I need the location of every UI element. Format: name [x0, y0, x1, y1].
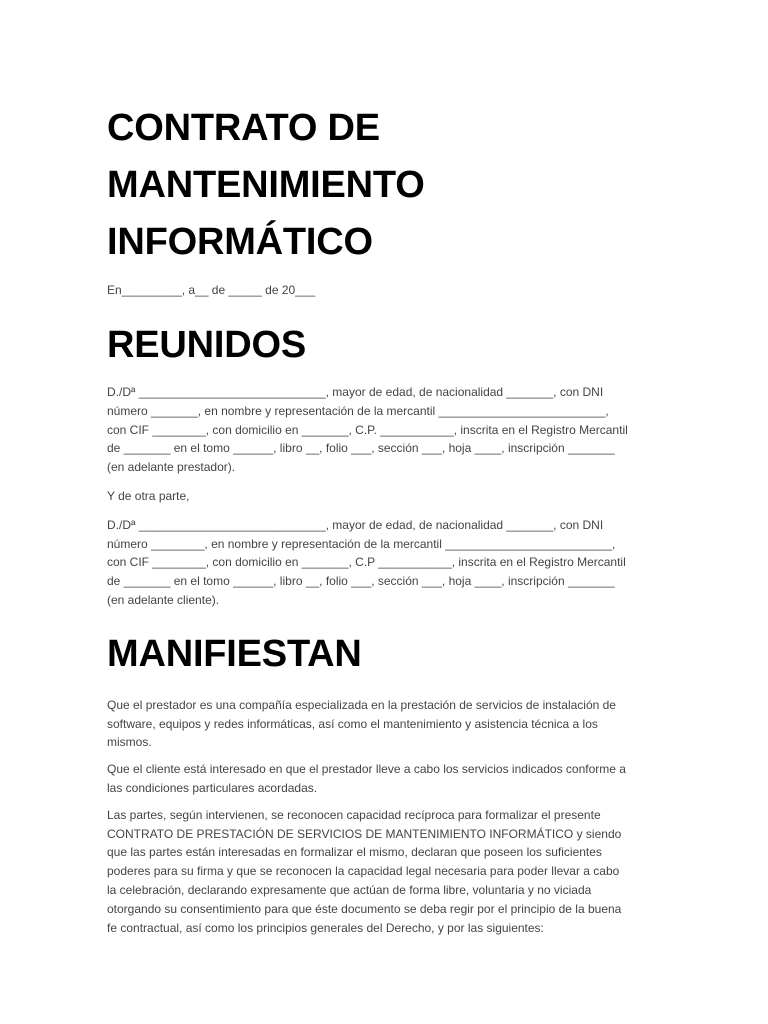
paragraph-line: de _______ en el tomo ______, libro __, folio ___, sección ___, hoja ____, inscripción _______: [107, 574, 615, 589]
paragraph-line: D./Dª ____________________________, mayor de edad, de nacionalidad _______, con DNI: [107, 385, 604, 399]
paragraph-line: que las partes están interesadas en formalizar el mismo, declaran que poseen los suficientes: [107, 845, 602, 860]
party-cliente-paragraph: [107, 516, 659, 610]
paragraph-line: (en adelante prestador).: [107, 460, 236, 475]
title-line: CONTRATO DE: [107, 107, 380, 149]
party-prestador-paragraph: [107, 383, 659, 477]
manifiestan-paragraph-2: [107, 760, 659, 798]
manifiestan-paragraph-3: [107, 806, 659, 938]
paragraph-line: mismos.: [107, 735, 152, 750]
paragraph-line: D./Dª ____________________________, mayor de edad, de nacionalidad _______, con DNI: [107, 517, 604, 532]
paragraph-line: Que el prestador es una compañía especializada en la prestación de servicios de instalación de: [107, 697, 616, 712]
document-page: [107, 100, 659, 937]
paragraph-line: fe contractual, así como los principios generales del Derecho, y por las siguientes:: [107, 920, 544, 935]
title-line: INFORMÁTICO: [107, 221, 373, 263]
paragraph-line: software, equipos y redes informáticas, así como el mantenimiento y asistencia técnica a los: [107, 716, 598, 731]
paragraph-line: Las partes, según intervienen, se reconocen capacidad recíproca para formalizar el presente: [107, 807, 601, 822]
paragraph-line: poderes para su firma y que se reconocen la capacidad legal necesaria para poder llevar a cabo: [107, 864, 620, 879]
manifiestan-paragraph-1: [107, 696, 659, 752]
paragraph-line: número ________, en nombre y representación de la mercantil _________________________,: [107, 536, 616, 551]
paragraph-line: CONTRATO DE PRESTACIÓN DE SERVICIOS DE MANTENIMIENTO INFORMÁTICO y siendo: [107, 826, 622, 841]
document-title: [107, 100, 659, 271]
paragraph-line: con CIF ________, con domicilio en _______, C.P ___________, inscrita en el Registro Mercantil: [107, 555, 626, 570]
title-line: MANTENIMIENTO: [107, 164, 425, 206]
section-heading-reunidos: REUNIDOS: [107, 324, 306, 366]
paragraph-line: la celebración, declarando expresamente que actúan de forma libre, voluntaria y no viciada: [107, 882, 592, 897]
other-party-separator: Y de otra parte,: [107, 488, 190, 503]
paragraph-line: (en adelante cliente).: [107, 592, 220, 607]
section-heading-manifiestan: MANIFIESTAN: [107, 632, 362, 675]
paragraph-line: las condiciones particulares acordadas.: [107, 780, 318, 795]
paragraph-line: otorgando su consentimiento para que éste documento se deba regir por el principio de la buena: [107, 901, 622, 916]
date-place-line: En_________, a__ de _____ de 20___: [107, 283, 316, 297]
paragraph-line: de _______ en el tomo ______, libro __, folio ___, sección ___, hoja ____, inscripción _______: [107, 441, 615, 456]
paragraph-line: Que el cliente está interesado en que el prestador lleve a cabo los servicios indicados conforme a: [107, 762, 626, 777]
paragraph-line: con CIF ________, con domicilio en _______, C.P. ___________, inscrita en el Registro Mercantil: [107, 422, 628, 437]
paragraph-line: número _______, en nombre y representación de la mercantil _________________________,: [107, 403, 609, 418]
